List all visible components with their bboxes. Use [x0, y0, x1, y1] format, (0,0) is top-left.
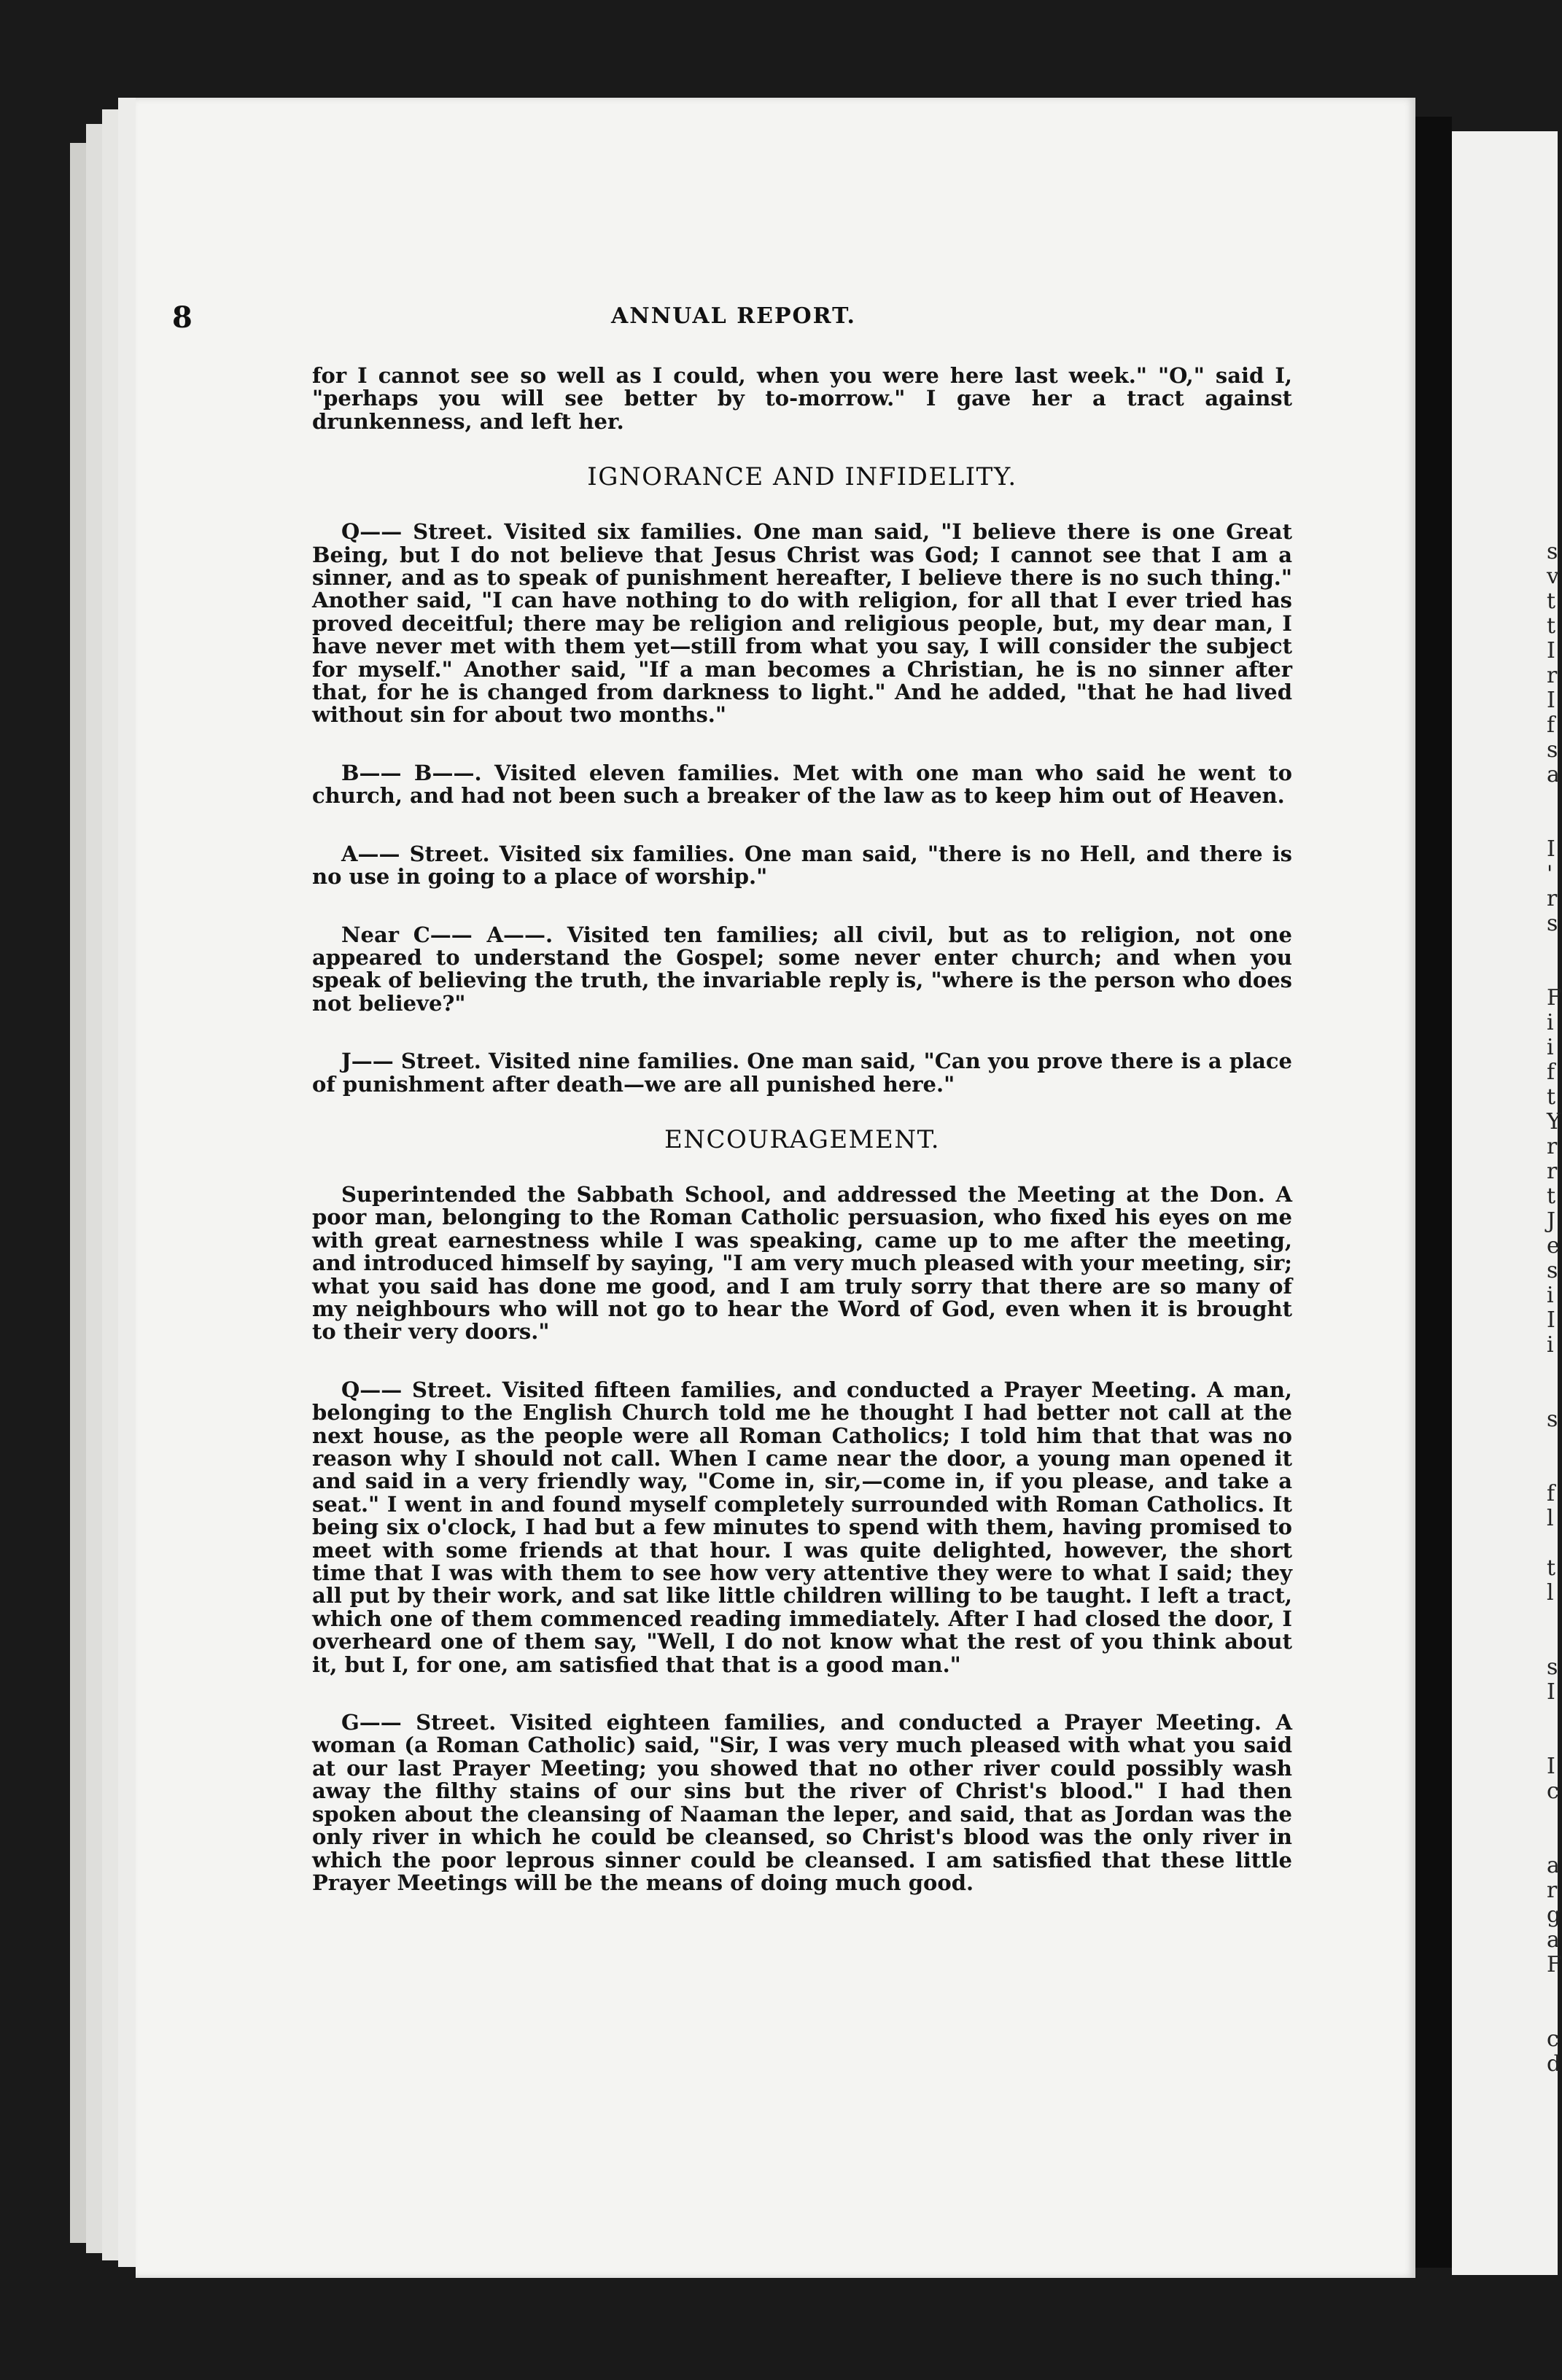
section-heading-encouragement: ENCOURAGEMENT. — [664, 1124, 941, 1154]
running-head: ANNUAL REPORT. — [611, 303, 856, 329]
report-paragraph: G—— Street. Visited eighteen families, and conducted a Prayer Meeting. A woman (a Roman Catholic) said, "Sir, I was very much pleased with what you said at our last Prayer Meeting; you showed that no other river could possibly wash away the filthy stains of our sins but the river of Christ's blood." I had then spoken about the cleansing of Naaman the leper, and said, that as Jordan was the only river in which he could be cleansed, so Christ's blood was the only river in which the poor leprous sinner could be cleansed. I am satisfied that these little Prayer Meetings will be the means of doing much good. — [312, 1710, 1292, 1895]
page-number: 8 — [172, 300, 193, 335]
section-heading-ignorance: IGNORANCE AND INFIDELITY. — [587, 462, 1017, 492]
report-paragraph: Near C—— A——. Visited ten families; all civil, but as to religion, not one appeared to understand the Gospel; some never enter church; and when you speak of believing the truth, the invariable reply is, "where is the person who does not believe?" — [312, 922, 1292, 1016]
report-paragraph: A—— Street. Visited six families. One man said, "there is no Hell, and there is no use in going to a place of worship." — [312, 841, 1292, 890]
facing-page — [1452, 131, 1562, 2275]
facing-page-fragments: s v t t I r I f s a I ' r s F i i f t Y r r t J e s i I i s f l t l s I I c a r g a F c d — [1547, 539, 1562, 2077]
opening-paragraph: for I cannot see so well as I could, when you were here last week." "O," said I, "perhaps you will see better by to-morrow." I gave her a tract against drunkenness, and left her. — [312, 363, 1292, 434]
page-header — [172, 300, 1295, 337]
report-paragraph: Superintended the Sabbath School, and addressed the Meeting at the Don. A poor man, belonging to the Roman Catholic persuasion, who fixed his eyes on me with great earnestness while I was speaking, came up to me after the meeting, and introduced himself by saying, "I am very much pleased with your meeting, sir; what you said has done me good, and I am truly sorry that there are so many of my neighbours who will not go to hear the Word of God, even when it is brought to their very doors." — [312, 1181, 1292, 1345]
book-gutter — [1415, 117, 1452, 2268]
report-paragraph: Q—— Street. Visited fifteen families, and conducted a Prayer Meeting. A man, belonging to the English Church told me he thought I had better not call at the next house, as the people were all Roman Catholics; I told him that that was no reason why I should not call. When I came near the door, a young man opened it and said in a very friendly way, "Come in, sir,—come in, if you please, and take a seat." I went in and found myself completely surrounded with Roman Catholics. It being six o'clock, I had but a few minutes to spend with them, having promised to meet with some friends at that hour. I was quite delighted, however, the short time that I was with them to see how very attentive they were to what I said; they all put by their work, and sat like little children willing to be taught. I left a tract, which one of them commenced reading immediately. After I had closed the door, I overheard one of them say, "Well, I do not know what the rest of you think about it, but I, for one, am satisfied that that is a good man." — [312, 1377, 1292, 1677]
report-paragraph: B—— B——. Visited eleven families. Met with one man who said he went to church, and had not been such a breaker of the law as to keep him out of Heaven. — [312, 760, 1292, 809]
report-paragraph: Q—— Street. Visited six families. One man said, "I believe there is one Great Being, but I do not believe that Jesus Christ was God; I cannot see that I am a sinner, and as to speak of punishment hereafter, I believe there is no such thing." Another said, "I can have nothing to do with religion, for all that I ever tried has proved deceitful; there may be religion and religious people, but, my dear man, I have never met with them yet—still from what you say, I will consider the subject for myself." Another said, "If a man becomes a Christian, he is no sinner after that, for he is changed from darkness to light." And he added, "that he had lived without sin for about two months." — [312, 519, 1292, 728]
report-paragraph: J—— Street. Visited nine families. One man said, "Can you prove there is a place of punishment after death—we are all punished here." — [312, 1049, 1292, 1097]
page-body — [312, 365, 1292, 1894]
